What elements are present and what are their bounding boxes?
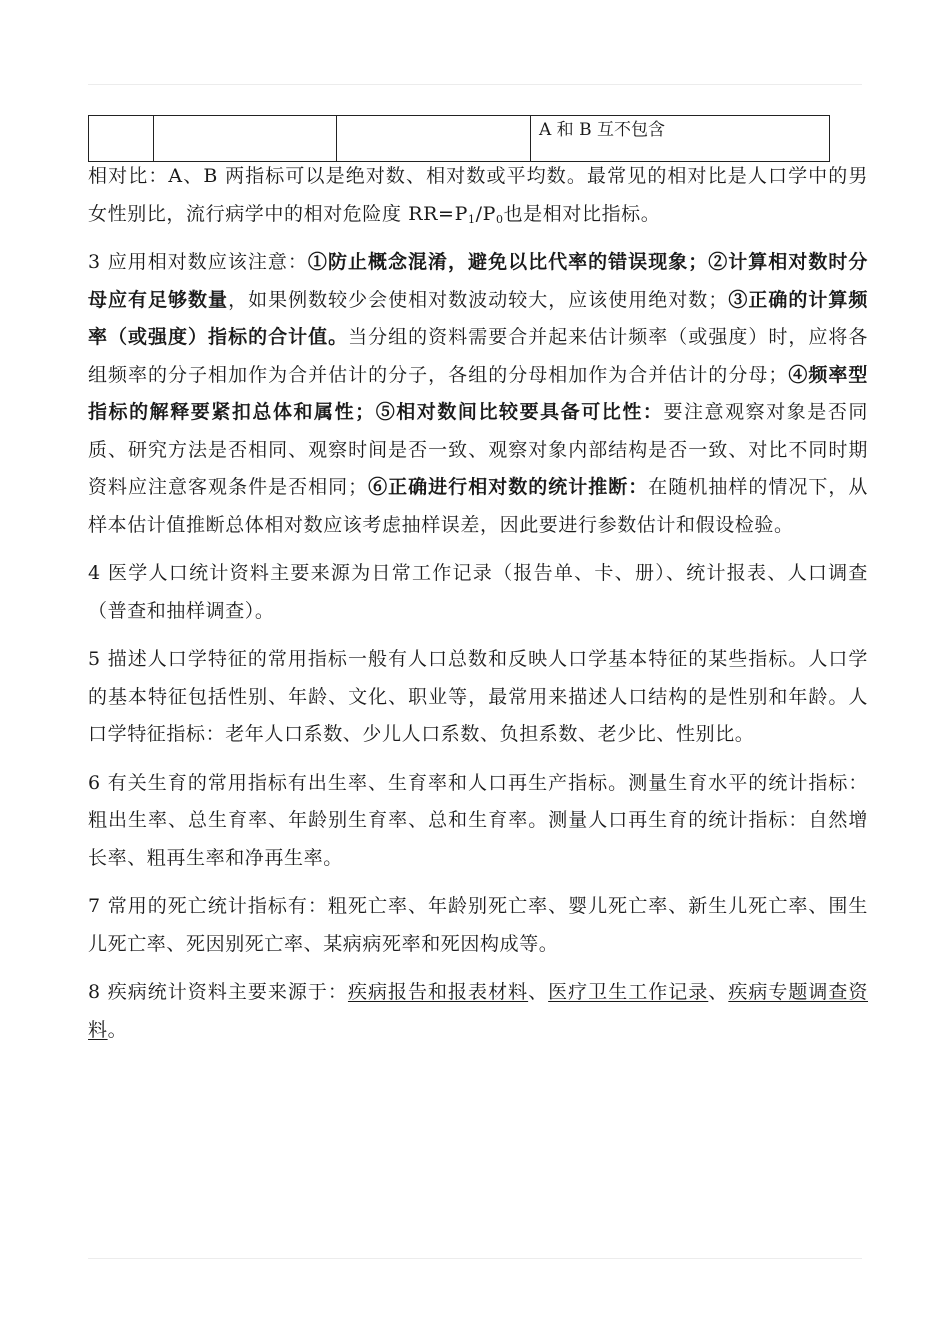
header-rule (88, 84, 862, 85)
text: ，如果例数较少会使相对数波动较大，应该使用绝对数； (228, 288, 728, 311)
paragraph-section-4: 4 医学人口统计资料主要来源为日常工作记录（报告单、卡、册）、统计报表、人口调查（普查和抽样调查）。 (88, 562, 868, 622)
table-cell (154, 116, 337, 162)
text: 要注意观察对象是否同质、研究方法是否相同、观察时间是否一致、观察对象内部结构是否一致、对比不同时期资料应注意客观条件是否相同； (88, 401, 868, 498)
bold-text: ④频率型指标的解释要紧扣总体和属性； (88, 363, 868, 423)
table-row (89, 116, 830, 162)
paragraph-section-7: 7 常用的死亡统计指标有：粗死亡率、年龄别死亡率、婴儿死亡率、新生儿死亡率、围生儿死亡率、死因别死亡率、某病病死率和死因构成等。 (88, 895, 868, 955)
text: 也是相对比指标。 (503, 202, 661, 225)
text: 8 疾病统计资料主要来源于： (88, 981, 348, 1003)
table-cell (89, 116, 154, 162)
paragraph-section-8 (88, 974, 868, 1049)
text: 相对比：A、B 两指标可以是绝对数、相对数或平均数。最常见的相对比是人口学中的男女性别比，流行病学中的相对危险度 RR=P (88, 165, 868, 225)
bold-text: ③正确的计算频率（或强度）指标的合计值。 (88, 288, 868, 348)
table-cell-last: A 和 B 互不包含 (531, 116, 830, 162)
paragraph-section-6: 6 有关生育的常用指标有出生率、生育率和人口再生产指标。测量生育水平的统计指标：粗出生率、总生育率、年龄别生育率、总和生育率。测量人口再生育的统计指标：自然增长率、粗再生率和净再生率。 (88, 771, 868, 869)
bold-text: ⑥正确进行相对数的统计推断： (367, 476, 649, 498)
text: 、 (708, 981, 729, 1003)
bold-text: ⑤相对数间比较要具备可比性： (374, 401, 664, 423)
paragraph-section-3 (88, 244, 868, 544)
document-body (88, 158, 868, 1049)
text: 当分组的资料需要合并起来估计频率（或强度）时，应将各组频率的分子相加作为合并估计的分子，各组的分母相加作为合并估计的分母； (88, 326, 868, 386)
paragraph-relative-ratio (88, 158, 868, 233)
table-cell (337, 116, 531, 162)
subscript: 1 (467, 212, 476, 226)
paragraph-section-5: 5 描述人口学特征的常用指标一般有人口总数和反映人口学基本特征的某些指标。人口学的基本特征包括性别、年龄、文化、职业等，最常用来描述人口结构的是性别和年龄。人口学特征指标：老年人口系数、少儿人口系数、负担系数、老少比、性别比。 (88, 648, 868, 745)
bold-text: ①防止概念混淆，避免以比代率的错误现象； (307, 251, 708, 273)
text: 。 (107, 1018, 128, 1041)
text: 3 应用相对数应该注意： (88, 251, 308, 273)
bold-text: ②计算相对数时分母应有足够数量 (88, 251, 868, 311)
underlined-source: 医疗卫生工作记录 (548, 981, 709, 1003)
table-fragment (88, 115, 830, 162)
text: /P (475, 202, 496, 225)
text: 、 (528, 981, 549, 1003)
underlined-source: 疾病专题调查资料 (88, 981, 869, 1041)
underlined-source: 疾病报告和报表材料 (347, 981, 529, 1003)
footer-rule (88, 1258, 862, 1259)
text: 在随机抽样的情况下，从样本估计值推断总体相对数应该考虑抽样误差，因此要进行参数估计和假设检验。 (88, 476, 868, 536)
subscript: 0 (495, 212, 504, 226)
